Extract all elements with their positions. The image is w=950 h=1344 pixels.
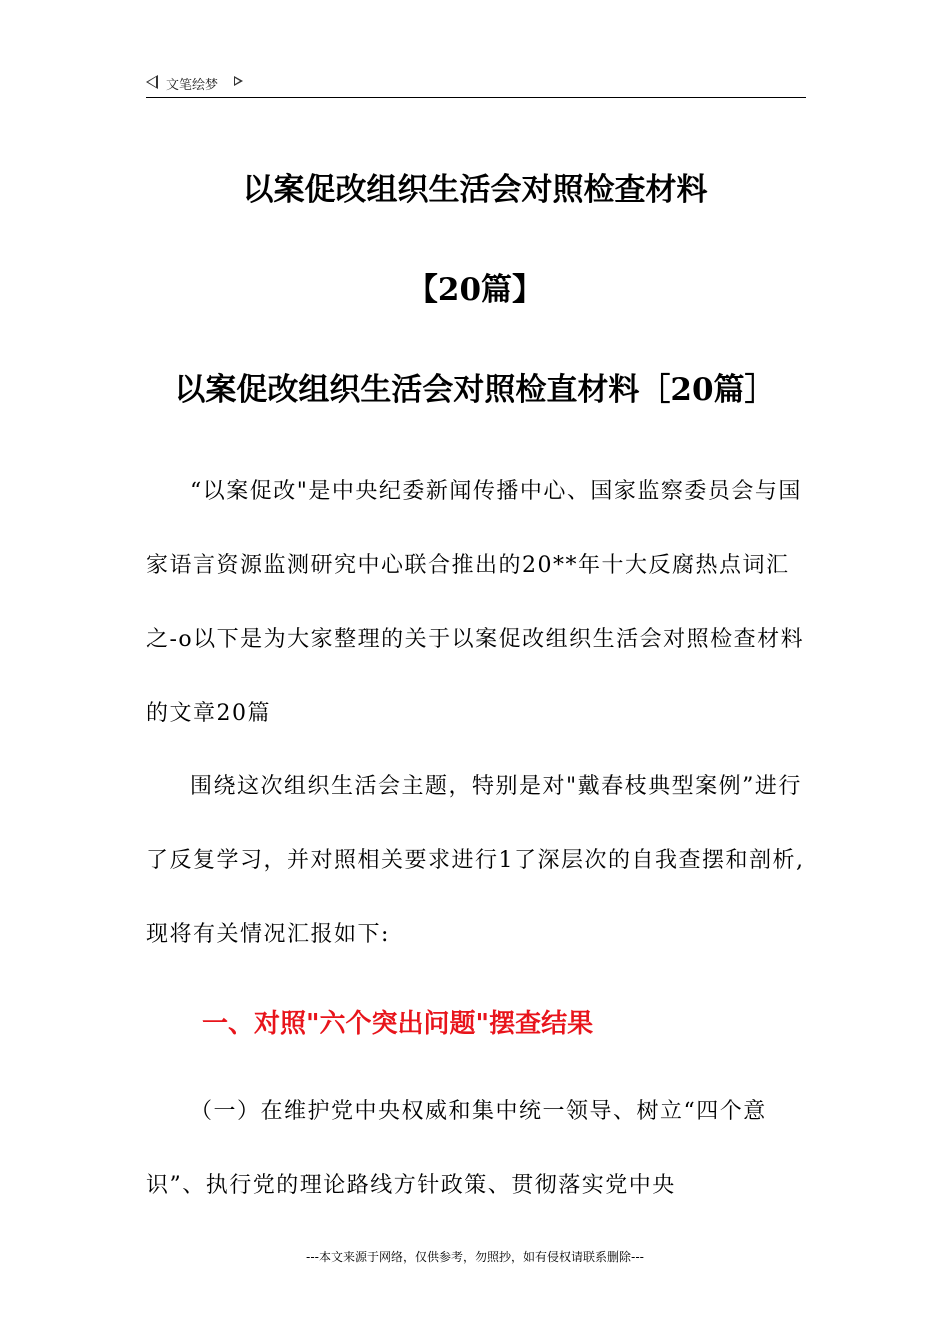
right-triangle-icon — [234, 76, 243, 86]
page-header — [146, 72, 806, 98]
page-footer: ---本文来源于网络，仅供参考，勿照抄，如有侵权请联系删除--- — [306, 1250, 644, 1264]
intro-paragraph: “以案促改"是中央纪委新闻传播中心、国家监察委员会与国家语言资源监测研究中心联合推出的20**年十大反腐热点词汇之-o以下是为大家整理的关于以案促改组织生活会对照检查材料的文章20篇 — [146, 479, 805, 726]
section-heading: 一、对照"六个突出问题"摆查结果 — [202, 1009, 594, 1039]
header-brand: 文笔绘梦 — [166, 78, 219, 93]
document-title: 以案促改组织生活会对照检查材料 — [242, 172, 708, 208]
left-triangle-icon — [146, 75, 158, 89]
document-title-count: 【20篇】 — [406, 272, 544, 308]
body-paragraph: 围绕这次组织生活会主题，特别是对"戴春枝典型案例”进行了反复学习，并对照相关要求进行1了深层次的自我查摆和剖析,现将有关情况汇报如下: — [146, 774, 805, 947]
header-divider — [146, 97, 806, 98]
document-subtitle: 以案促改组织生活会对照检直材料［20篇］ — [174, 372, 776, 408]
subsection-paragraph: （一）在维护党中央权威和集中统一领导、树立“四个意识”、执行党的理论路线方针政策、贯彻落实党中央 — [146, 1099, 767, 1198]
